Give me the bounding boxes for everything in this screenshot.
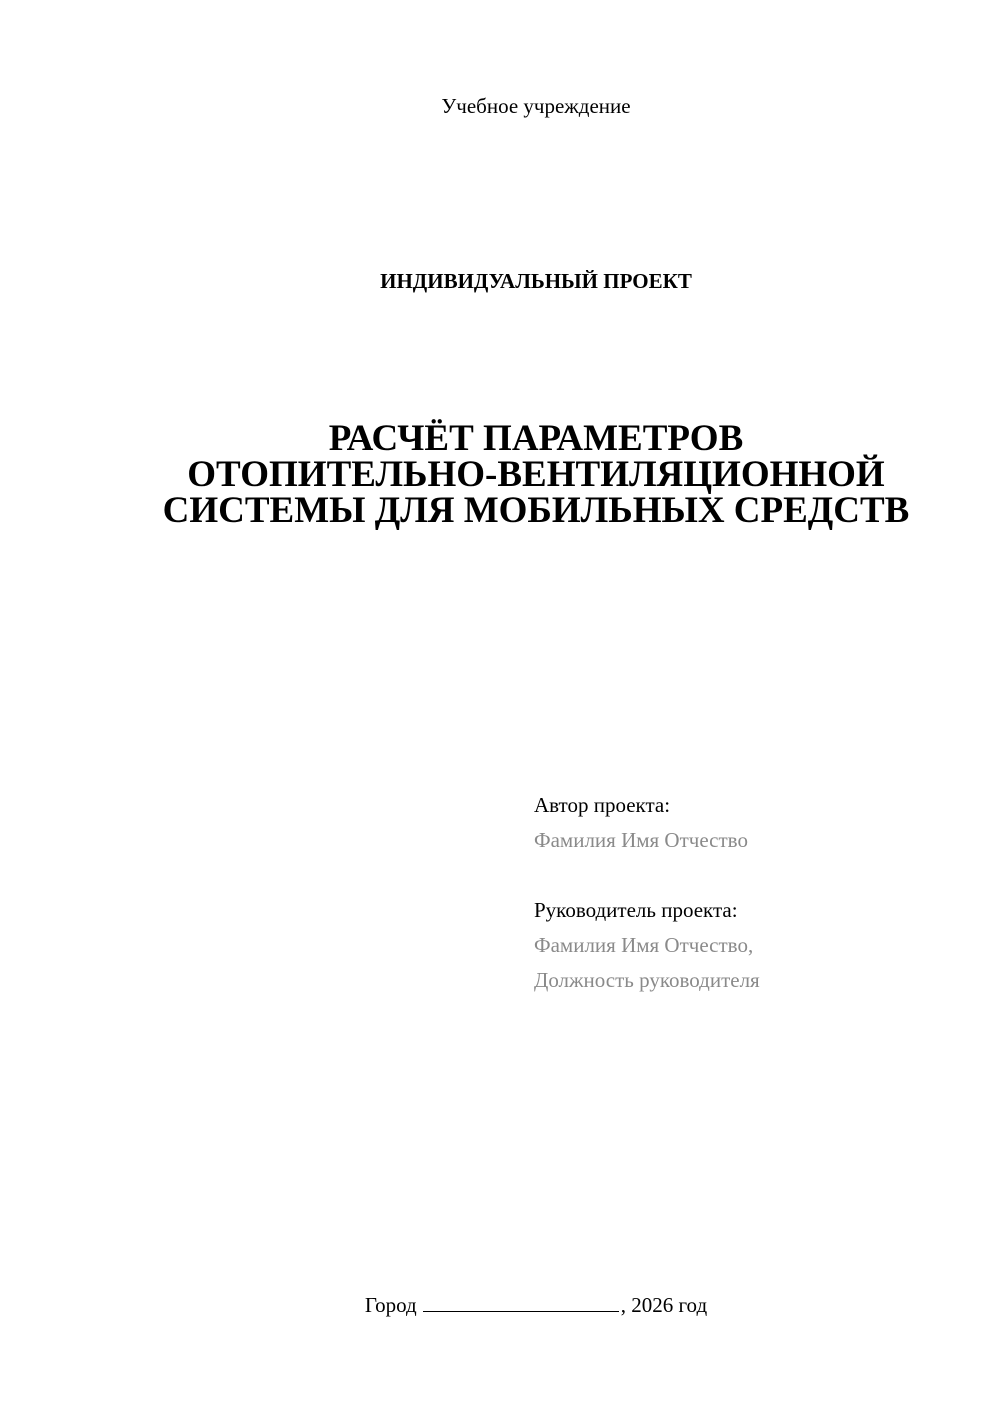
city-label: Город (364, 1293, 417, 1317)
supervisor-block (534, 893, 760, 998)
supervisor-label: Руководитель проекта: (534, 898, 738, 922)
author-label: Автор проекта: (534, 793, 671, 817)
city-year-line (0, 1290, 1000, 1320)
city-blank-line (423, 1291, 619, 1312)
year-text: , 2026 год (620, 1293, 708, 1317)
project-type-heading: ИНДИВИДУАЛЬНЫЙ ПРОЕКТ (380, 269, 692, 293)
project-title-line-1: РАСЧЁТ ПАРАМЕТРОВ (328, 418, 744, 459)
supervisor-position: Должность руководителя (534, 968, 760, 992)
author-name: Фамилия Имя Отчество (534, 828, 748, 852)
project-title (0, 418, 1000, 531)
institution-name: Учебное учреждение (441, 94, 631, 118)
project-title-line-2: ОТОПИТЕЛЬНО-ВЕНТИЛЯЦИОННОЙ (187, 454, 885, 495)
project-title-line-3: СИСТЕМЫ ДЛЯ МОБИЛЬНЫХ СРЕДСТВ (162, 490, 910, 531)
supervisor-name: Фамилия Имя Отчество, (534, 933, 754, 957)
author-block (534, 788, 748, 858)
